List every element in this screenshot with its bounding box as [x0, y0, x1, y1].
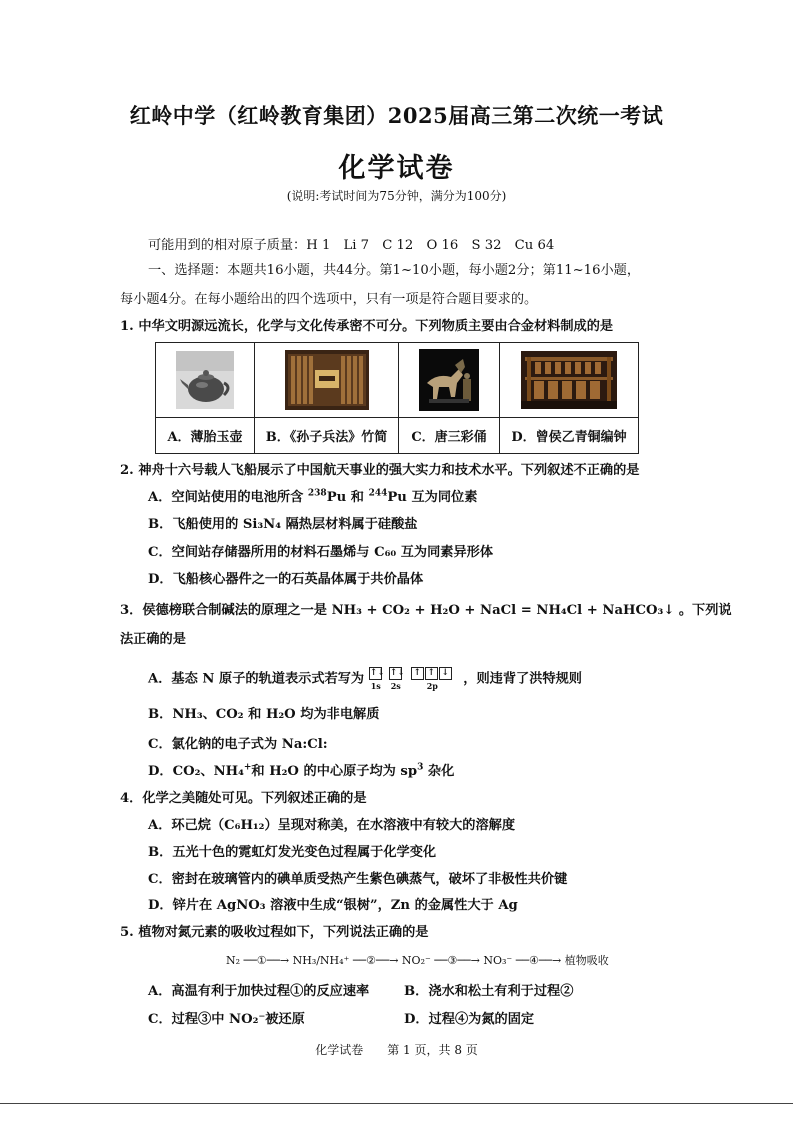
q4-stem: 4．化学之美随处可见。下列叙述正确的是	[120, 791, 367, 806]
q5-option-a[interactable]: A．高温有利于加快过程①的反应速率	[148, 984, 370, 999]
orbital-label-1s: 1s	[370, 681, 381, 691]
section-instruction-line1: 一、选择题：本题共16小题，共44分。第1~10小题，每小题2分；第11~16小题，	[148, 263, 641, 278]
exam-note: (说明:考试时间为75分钟，满分为100分)	[286, 189, 507, 203]
q1-option-c[interactable]: C．唐三彩俑	[399, 418, 500, 454]
orbital-box-2s: ↑↓	[389, 668, 405, 678]
q2-option-a[interactable]	[148, 486, 477, 505]
q1-image-cell-d	[500, 343, 639, 418]
q2-a-text-3: Pu 互为同位素	[387, 490, 478, 505]
bottom-divider	[0, 1103, 793, 1104]
orbital-label-2p: 2p	[426, 681, 438, 691]
q2-option-b[interactable]: B．飞船使用的 Si₃N₄ 隔热层材料属于硅酸盐	[148, 517, 418, 532]
q3-d-sup-2: 3	[417, 762, 424, 773]
q4-option-c[interactable]: C．密封在玻璃管内的碘单质受热产生紫色碘蒸气，破坏了非极性共价键	[148, 872, 568, 887]
q1-option-a[interactable]: A．薄胎玉壶	[156, 418, 255, 454]
q1-image-cell-b	[255, 343, 399, 418]
q3-d-text-2: 和 H₂O 的中心原子均为 sp	[251, 764, 418, 779]
q5-option-d[interactable]: D．过程④为氮的固定	[404, 1012, 535, 1027]
q1-option-b[interactable]: B．《孙子兵法》竹简	[255, 418, 399, 454]
q3-option-b[interactable]: B．NH₃、CO₂ 和 H₂O 均为非电解质	[148, 707, 380, 722]
q2-a-sup-2: 244	[368, 488, 388, 499]
q1-image-cell-c	[399, 343, 500, 418]
q2-stem: 2. 神舟十六号载人飞船展示了中国航天事业的强大实力和技术水平。下列叙述不正确的是	[120, 463, 640, 478]
q1-options-table	[155, 342, 639, 454]
bamboo-slips-photo-icon	[285, 350, 369, 410]
teapot-photo-icon	[176, 351, 234, 409]
q1-image-cell-a	[156, 343, 255, 418]
q3-a-text-1: A．基态 N 原子的轨道表示式若写为	[148, 671, 365, 687]
q5-stem: 5. 植物对氮元素的吸收过程如下，下列说法正确的是	[120, 925, 429, 940]
q3-option-c[interactable]: C．氯化钠的电子式为 Na:Cl:	[148, 737, 328, 752]
q2-a-sup-1: 238	[307, 488, 327, 499]
atomic-masses: 可能用到的相对原子质量：H 1 Li 7 C 12 O 16 S 32 Cu 64	[148, 238, 555, 253]
exam-title: 红岭中学（红岭教育集团）2025届高三第二次统一考试	[129, 103, 664, 128]
q1-stem: 1. 中华文明源远流长，化学与文化传承密不可分。下列物质主要由合金材料制成的是	[120, 319, 614, 334]
q5-option-c[interactable]: C．过程③中 NO₂⁻被还原	[148, 1012, 305, 1027]
q3-stem-line2: 法正确的是	[120, 632, 186, 647]
q4-option-d[interactable]: D．锌片在 AgNO₃ 溶液中生成“银树”，Zn 的金属性大于 Ag	[148, 898, 518, 913]
tang-sancai-figurine-photo-icon	[419, 349, 479, 411]
orbital-box-2p-2: ↑	[425, 667, 438, 680]
orbital-label-2s: 2s	[390, 681, 401, 691]
q5-reaction-scheme: N₂ ──①──→ NH₃/NH₄⁺ ──②──→ NO₂⁻ ──③──→ NO₃⁻ ──④──→ 植物吸收	[226, 954, 609, 967]
q2-a-text-2: Pu 和	[326, 490, 369, 505]
q2-a-text-1: A．空间站使用的电池所含	[148, 490, 308, 505]
q3-option-a[interactable]	[148, 667, 582, 691]
q5-option-b[interactable]: B．浇水和松土有利于过程②	[404, 984, 574, 999]
bronze-bells-photo-icon	[521, 351, 617, 409]
q3-d-text-3: 杂化	[423, 764, 455, 779]
orbital-box-2p-1: ↑	[411, 667, 424, 680]
section-instruction-line2: 每小题4分。在每小题给出的四个选项中，只有一项是符合题目要求的。	[120, 292, 538, 307]
orbital-box-1s: ↑↓	[369, 668, 385, 678]
exam-subject: 化学试卷	[338, 153, 455, 184]
q2-option-c[interactable]: C．空间站存储器所用的材料石墨烯与 C₆₀ 互为同素异形体	[148, 545, 494, 560]
q1-option-d[interactable]: D．曾侯乙青铜编钟	[500, 418, 639, 454]
orbital-box-2p-3: ↓	[439, 667, 452, 680]
q3-stem-line1: 3．侯德榜联合制碱法的原理之一是 NH₃ + CO₂ + H₂O + NaCl = NH₄Cl + NaHCO₃↓ 。下列说	[120, 603, 732, 618]
page-footer: 化学试卷 第 1 页，共 8 页	[315, 1043, 478, 1057]
q3-a-text-2: ，则违背了洪特规则	[463, 671, 582, 687]
q4-option-a[interactable]: A．环己烷（C₆H₁₂）呈现对称美，在水溶液中有较大的溶解度	[148, 818, 516, 833]
q3-option-d[interactable]	[148, 760, 454, 779]
q3-d-sup-1: +	[243, 762, 252, 773]
orbital-diagram	[369, 667, 459, 691]
q3-d-text-1: D．CO₂、NH₄	[148, 764, 244, 779]
q4-option-b[interactable]: B．五光十色的霓虹灯发光变色过程属于化学变化	[148, 845, 437, 860]
q2-option-d[interactable]: D．飞船核心器件之一的石英晶体属于共价晶体	[148, 572, 424, 587]
